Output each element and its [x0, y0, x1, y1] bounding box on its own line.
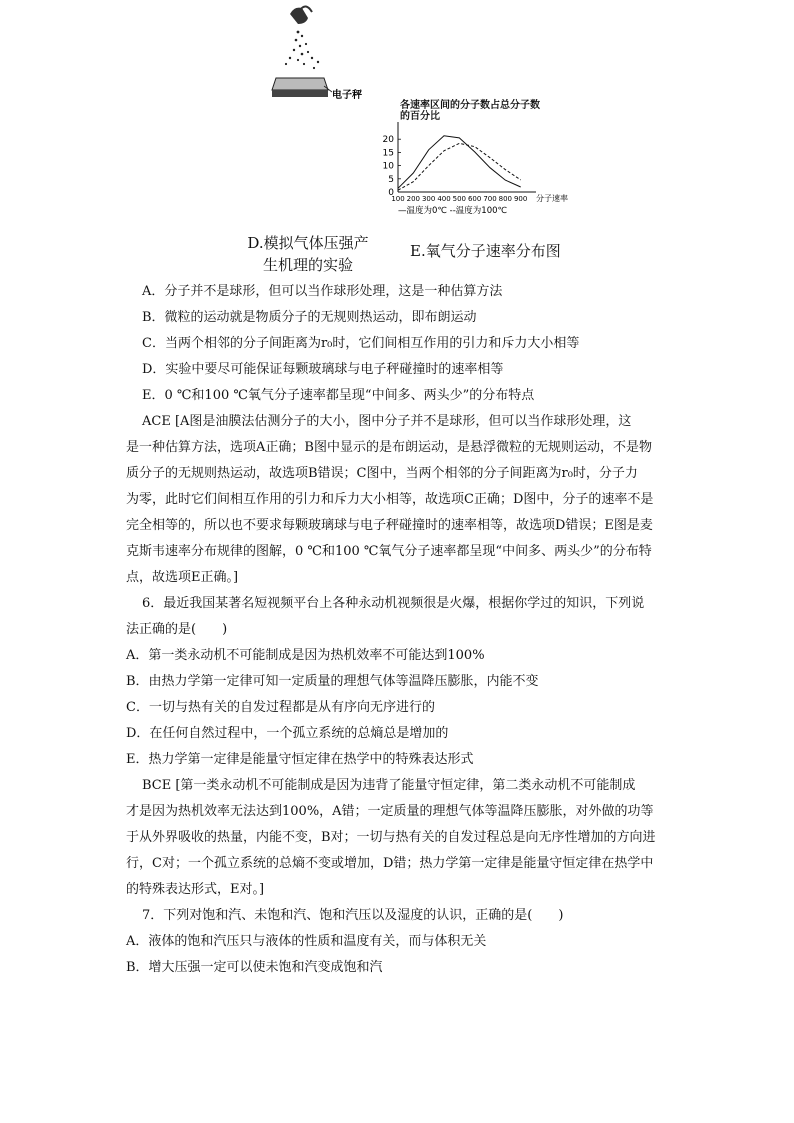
text-line: A．液体的饱和汽压只与液体的性质和温度有关，而与体积无关 [126, 934, 487, 949]
electronic-scale-icon [272, 78, 328, 90]
text-line: C．一切与热有关的自发过程都是从有序向无序进行的 [126, 700, 435, 715]
x-tick-label: 400 [437, 195, 451, 203]
falling-beads [285, 31, 319, 70]
text-line: 完全相等的，所以也不要求每颗玻璃球与电子秤碰撞时的速率相等，故选项D错误；E图是麦 [126, 518, 653, 533]
text-line: E．热力学第一定律是能量守恒定律在热学中的特殊表达形式 [126, 752, 474, 767]
text-line: E．0 ℃和100 ℃氧气分子速率都呈现“中间多、两头少”的分布特点 [142, 388, 535, 403]
text-line: 7．下列对饱和汽、未饱和汽、饱和汽压以及湿度的认识，正确的是( ) [142, 908, 564, 923]
chart-title-line1: 各速率区间的分子数占总分子数 [400, 100, 540, 111]
text-line: A．第一类永动机不可能制成是因为热机效率不可能达到100% [126, 648, 485, 663]
x-tick-label: 900 [513, 195, 528, 203]
text-line: B．增大压强一定可以使未饱和汽变成饱和汽 [126, 960, 383, 975]
pouring-cup-icon [290, 8, 308, 24]
chart-title-line2: 的百分比 [400, 111, 440, 122]
y-tick-label: 5 [388, 174, 394, 185]
y-tick-label: 0 [388, 188, 394, 198]
text-line: 质分子的无规则热运动，故选项B错误；C图中，当两个相邻的分子间距离为r₀时，分子力 [126, 466, 638, 481]
text-line: C．当两个相邻的分子间距离为r₀时，它们间相互作用的引力和斥力大小相等 [142, 336, 580, 351]
text-line: D．实验中要尽可能保证每颗玻璃球与电子秤碰撞时的速率相等 [142, 362, 504, 377]
text-line: 的特殊表达形式，E对。] [126, 882, 265, 897]
text-line: D．在任何自然过程中，一个孤立系统的总熵总是增加的 [126, 726, 449, 741]
series-line-dashed [398, 143, 521, 190]
figure-d-caption [228, 232, 388, 276]
text-line: B．微粒的运动就是物质分子的无规则热运动，即布朗运动 [142, 310, 477, 325]
x-tick-label: 500 [452, 195, 467, 203]
y-tick-label: 15 [382, 148, 394, 159]
y-tick-label: 10 [382, 161, 394, 172]
figure-e-caption: E.氧气分子速率分布图 [410, 242, 561, 260]
text-line: 点，故选项E正确。] [126, 570, 239, 585]
x-tick-label: 100 [391, 195, 405, 203]
text-line: 是一种估算方法，选项A正确；B图中显示的是布朗运动，是悬浮微粒的无规则运动，不是物 [126, 440, 652, 455]
x-tick-label: 600 [467, 195, 482, 203]
x-tick-label: 300 [421, 195, 436, 203]
scale-base [272, 90, 328, 97]
text-line: BCE [第一类永动机不可能制成是因为违背了能量守恒定律，第二类永动机不可能制成 [142, 778, 636, 793]
x-tick-label: 700 [483, 195, 497, 203]
text-line: 为零，此时它们间相互作用的引力和斥力大小相等，故选项C正确；D图中，分子的速率不是 [126, 492, 654, 507]
text-line: B．由热力学第一定律可知一定质量的理想气体等温降压膨胀，内能不变 [126, 674, 539, 689]
x-axis-label: 分子速率 [536, 194, 568, 203]
scale-label: 电子秤 [332, 90, 362, 101]
figure-d-caption-line2: 生机理的实验 [262, 256, 353, 274]
text-line: 行，C对；一个孤立系统的总熵不变或增加，D错；热力学第一定律是能量守恒定律在热学中 [126, 856, 654, 871]
figure-d [228, 0, 388, 180]
text-line: 克斯韦速率分布规律的图解，0 ℃和100 ℃氧气分子速率都呈现“中间多、两头少”的分布特 [126, 544, 652, 559]
text-line: A．分子并不是球形，但可以当作球形处理，这是一种估算方法 [142, 284, 503, 299]
y-tick-label: 20 [382, 135, 394, 146]
x-tick-label: 800 [498, 195, 513, 203]
text-line: 6．最近我国某著名短视频平台上各种永动机视频很是火爆，根据你学过的知识，下列说 [142, 596, 645, 611]
scale-experiment-illustration [228, 0, 388, 110]
x-tick-label: 200 [406, 195, 421, 203]
chart-legend: —温度为0℃ --温度为100℃ [398, 206, 508, 216]
text-line: 法正确的是( ) [126, 622, 228, 637]
text-line: ACE [A图是油膜法估测分子的大小，图中分子并不是球形，但可以当作球形处理，这 [142, 414, 632, 429]
speed-distribution-chart [372, 120, 572, 224]
figure-d-caption-line1: D.模拟气体压强产 [247, 234, 369, 252]
text-line: 才是因为热机效率无法达到100%，A错；一定质量的理想气体等温降压膨胀，对外做的功等 [126, 804, 654, 819]
text-line: 于从外界吸收的热量，内能不变，B对；一切与热有关的自发过程总是向无序性增加的方向进 [126, 830, 656, 845]
